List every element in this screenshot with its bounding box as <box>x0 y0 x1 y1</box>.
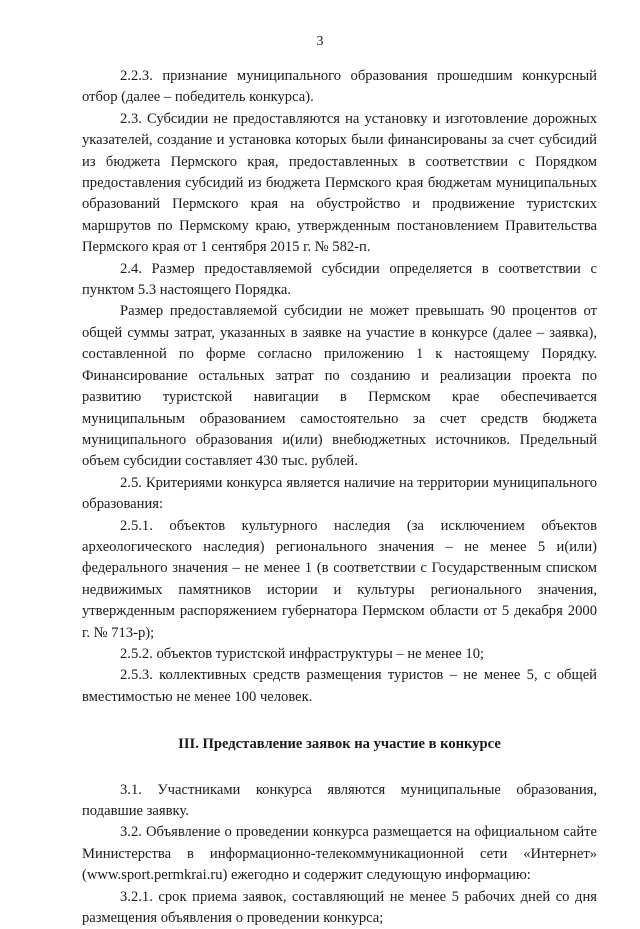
paragraph-2-4: 2.4. Размер предоставляемой субсидии определяется в соответствии с пунктом 5.3 настоящего Порядка. <box>82 260 597 299</box>
paragraph-3-2: 3.2. Объявление о проведении конкурса размещается на официальном сайте Министерства в информационно-телекоммуникационной сети «Интернет» (www.sport.permkrai.ru) ежегодно и содержит следующую информацию: <box>82 824 597 884</box>
document-body <box>82 66 597 929</box>
paragraph-2-5-1: 2.5.1. объектов культурного наследия (за исключением объектов археологического наследия) регионального значения – не менее 5 и(или) федерального значения – не менее 1 (в соответствии с Государственным списком недвижимых памятников истории и культуры регионального значения, утвержденным распоряжением губернатора Пермском области от 5 декабря 2000 г. № 713-р); <box>82 517 597 641</box>
section-title: III. Представление заявок на участие в конкурсе <box>178 736 501 753</box>
paragraph-subsidy-limit: Размер предоставляемой субсидии не может превышать 90 процентов от общей суммы затрат, указанных в заявке на участие в конкурсе (далее – заявка), составленной по форме согласно приложению 1 к настоящему Порядку. Финансирование остальных затрат по созданию и реализации проекта по развитию туристской навигации в Пермском крае обеспечивается муниципальным образованием самостоятельно за счет средств бюджета муниципального образования и(или) внебюджетных источников. Предельный объем субсидии составляет 430 тыс. рублей. <box>82 303 597 470</box>
paragraph-2-3: 2.3. Субсидии не предоставляются на установку и изготовление дорожных указателей, создание и установка которых были финансированы за счет субсидий из бюджета Пермского края, предоставленных в соответствии с Порядком предоставления субсидий из бюджета Пермского края бюджетам муниципальных образований Пермского края на обустройство и продвижение туристских маршрутов по Пермскому краю, утвержденным постановлением Правительства Пермского края от 1 сентября 2015 г. № 582-п. <box>82 110 597 256</box>
paragraph-3-2-1: 3.2.1. срок приема заявок, составляющий не менее 5 рабочих дней со дня размещения объявления о проведении конкурса; <box>82 888 597 927</box>
page-number: 3 <box>316 34 324 49</box>
paragraph-2-5-3: 2.5.3. коллективных средств размещения туристов – не менее 5, с общей вместимостью не менее 100 человек. <box>82 667 597 705</box>
paragraph-2-2-3: 2.2.3. признание муниципального образования прошедшим конкурсный отбор (далее – победитель конкурса). <box>82 68 597 106</box>
paragraph-2-5-2: 2.5.2. объектов туристской инфраструктуры – не менее 10; <box>120 645 485 662</box>
paragraph-3-1: 3.1. Участниками конкурса являются муниципальные образования, подавшие заявку. <box>82 781 597 819</box>
paragraph-2-5: 2.5. Критериями конкурса является наличие на территории муниципального образования: <box>82 474 597 513</box>
